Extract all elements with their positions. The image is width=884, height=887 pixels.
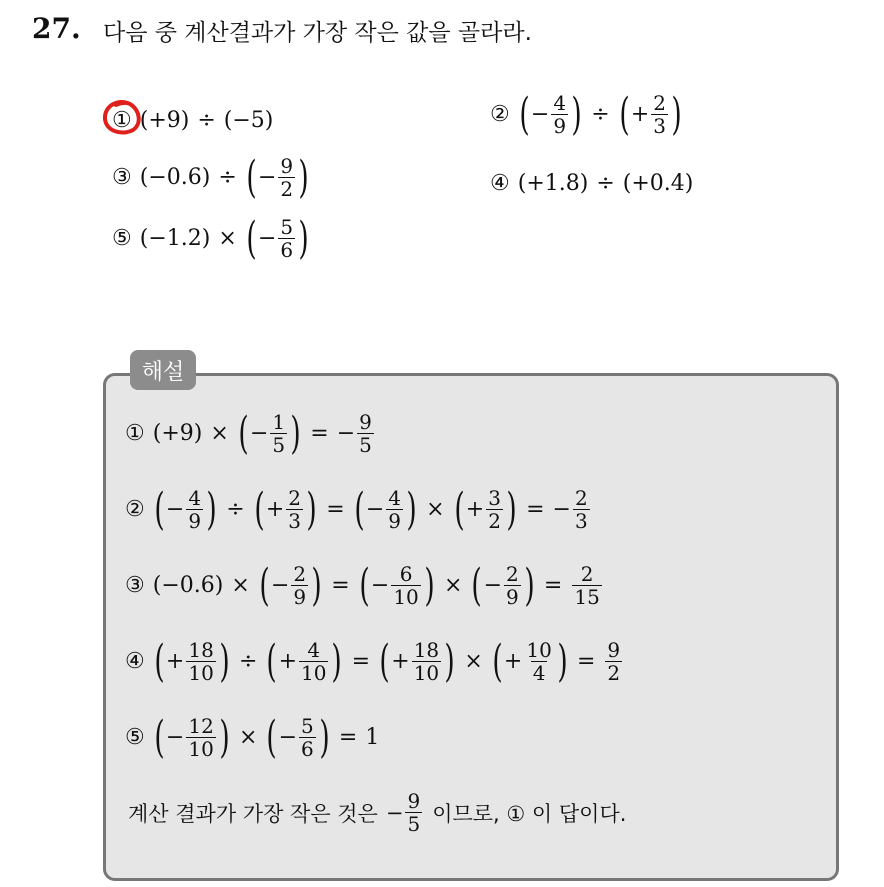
fraction: $\frac{5}{6}$ xyxy=(301,714,314,761)
fraction: $\frac{4}{9}$ xyxy=(388,486,401,533)
solution-line-4: ④ ( + $\frac{18}{10}$ ) ÷ ( + $\frac{4}{10}$ ) = ( + $\frac{18}{10}$ ) × ( + $\frac{10}{4}$ ) = $\frac{9}{2}$ xyxy=(125,635,621,687)
right-paren: ) xyxy=(406,483,417,535)
left-paren: ( xyxy=(266,635,278,687)
fraction: $\frac{1}{5}$ xyxy=(272,410,286,457)
option-4[interactable]: ④ (+1.8) ÷ (+0.4) xyxy=(490,171,694,196)
fraction: $\frac{3}{2}$ xyxy=(488,486,501,533)
question-number: 27. xyxy=(32,12,81,45)
option-3[interactable]: ③ (−0.6) ÷ ( − $\frac{9}{2}$ ) xyxy=(112,151,309,203)
left-paren: ( xyxy=(471,559,483,611)
solution-label: 해설 xyxy=(130,350,196,390)
fraction: $\frac{18}{10}$ xyxy=(188,638,214,685)
left-paren: ( xyxy=(619,88,630,140)
left-paren: ( xyxy=(454,483,465,535)
fraction: $\frac{2}{3}$ xyxy=(653,91,667,138)
fraction: $\frac{18}{10}$ xyxy=(413,638,440,685)
fraction: $\frac{2}{9}$ xyxy=(506,562,519,609)
right-paren: ) xyxy=(506,483,517,535)
right-paren: ) xyxy=(571,88,582,140)
right-paren: ) xyxy=(290,407,301,459)
left-paren: ( xyxy=(519,88,530,140)
fraction: $\frac{9}{2}$ xyxy=(607,638,621,685)
left-paren: ( xyxy=(154,711,165,763)
fraction: $\frac{2}{9}$ xyxy=(293,562,307,609)
question-text: 다음 중 계산결과가 가장 작은 값을 골라라. xyxy=(103,20,532,46)
left-paren: ( xyxy=(154,483,165,535)
fraction: $\frac{9}{5}$ xyxy=(359,410,372,457)
right-paren: ) xyxy=(306,483,317,535)
fraction: $\frac{9}{2}$ xyxy=(280,154,294,201)
option-1[interactable]: ① (+9) ÷ (−5) xyxy=(112,108,274,133)
right-paren: ) xyxy=(298,151,309,203)
right-paren: ) xyxy=(557,635,568,687)
option-3-mark: ③ xyxy=(112,165,132,190)
left-paren: ( xyxy=(246,212,257,264)
fraction: $\frac{2}{3}$ xyxy=(574,486,588,533)
fraction: $\frac{4}{9}$ xyxy=(553,91,567,138)
right-paren: ) xyxy=(444,635,455,687)
option-5-mark: ⑤ xyxy=(112,226,132,251)
solution-line-3: ③ (−0.6) × ( − $\frac{2}{9}$ ) = ( − $\frac{6}{10}$ ) × ( − $\frac{2}{9}$ ) = $\frac{2}{15}$ xyxy=(125,559,600,611)
right-paren: ) xyxy=(331,635,343,687)
left-paren: ( xyxy=(154,635,165,687)
right-paren: ) xyxy=(524,559,535,611)
right-paren: ) xyxy=(298,212,309,264)
option-1-mark: ① xyxy=(112,108,132,133)
left-paren: ( xyxy=(238,407,249,459)
solution-conclusion: 계산 결과가 가장 작은 것은 − $\frac{9}{5}$ 이므로, ① 이 답이다. xyxy=(128,789,627,836)
fraction: $\frac{9}{5}$ xyxy=(407,789,421,836)
fraction: $\frac{4}{10}$ xyxy=(301,638,327,685)
left-paren: ( xyxy=(259,559,270,611)
fraction: $\frac{2}{15}$ xyxy=(574,562,600,609)
right-paren: ) xyxy=(206,483,217,535)
left-paren: ( xyxy=(246,151,257,203)
left-paren: ( xyxy=(379,635,390,687)
right-paren: ) xyxy=(424,559,435,611)
fraction: $\frac{5}{6}$ xyxy=(280,215,294,262)
solution-line-2: ② ( − $\frac{4}{9}$ ) ÷ ( + $\frac{2}{3}$ ) = ( − $\frac{4}{9}$ ) × ( + $\frac{3}{2}$ ) = − $\frac{2}{3}$ xyxy=(125,483,588,535)
fraction: $\frac{12}{10}$ xyxy=(188,714,214,761)
option-2[interactable]: ② ( − $\frac{4}{9}$ ) ÷ ( + $\frac{2}{3}$ ) xyxy=(490,88,682,140)
option-5[interactable]: ⑤ (−1.2) × ( − $\frac{5}{6}$ ) xyxy=(112,212,309,264)
right-paren: ) xyxy=(319,711,330,763)
option-4-mark: ④ xyxy=(490,171,510,196)
solution-line-5: ⑤ ( − $\frac{12}{10}$ ) × ( − $\frac{5}{6}$ ) = 1 xyxy=(125,711,380,763)
right-paren: ) xyxy=(219,635,230,687)
left-paren: ( xyxy=(492,635,503,687)
fraction: $\frac{4}{9}$ xyxy=(188,486,202,533)
right-paren: ) xyxy=(671,88,682,140)
solution-line-1: ① (+9) × ( − $\frac{1}{5}$ ) = − $\frac{9}{5}$ xyxy=(125,407,372,459)
fraction: $\frac{2}{3}$ xyxy=(288,486,302,533)
left-paren: ( xyxy=(266,711,278,763)
right-paren: ) xyxy=(219,711,230,763)
fraction: $\frac{10}{4}$ xyxy=(526,638,552,685)
right-paren: ) xyxy=(311,559,322,611)
left-paren: ( xyxy=(254,483,265,535)
left-paren: ( xyxy=(359,559,370,611)
left-paren: ( xyxy=(354,483,365,535)
option-2-mark: ② xyxy=(490,102,510,127)
fraction: $\frac{6}{10}$ xyxy=(393,562,419,609)
